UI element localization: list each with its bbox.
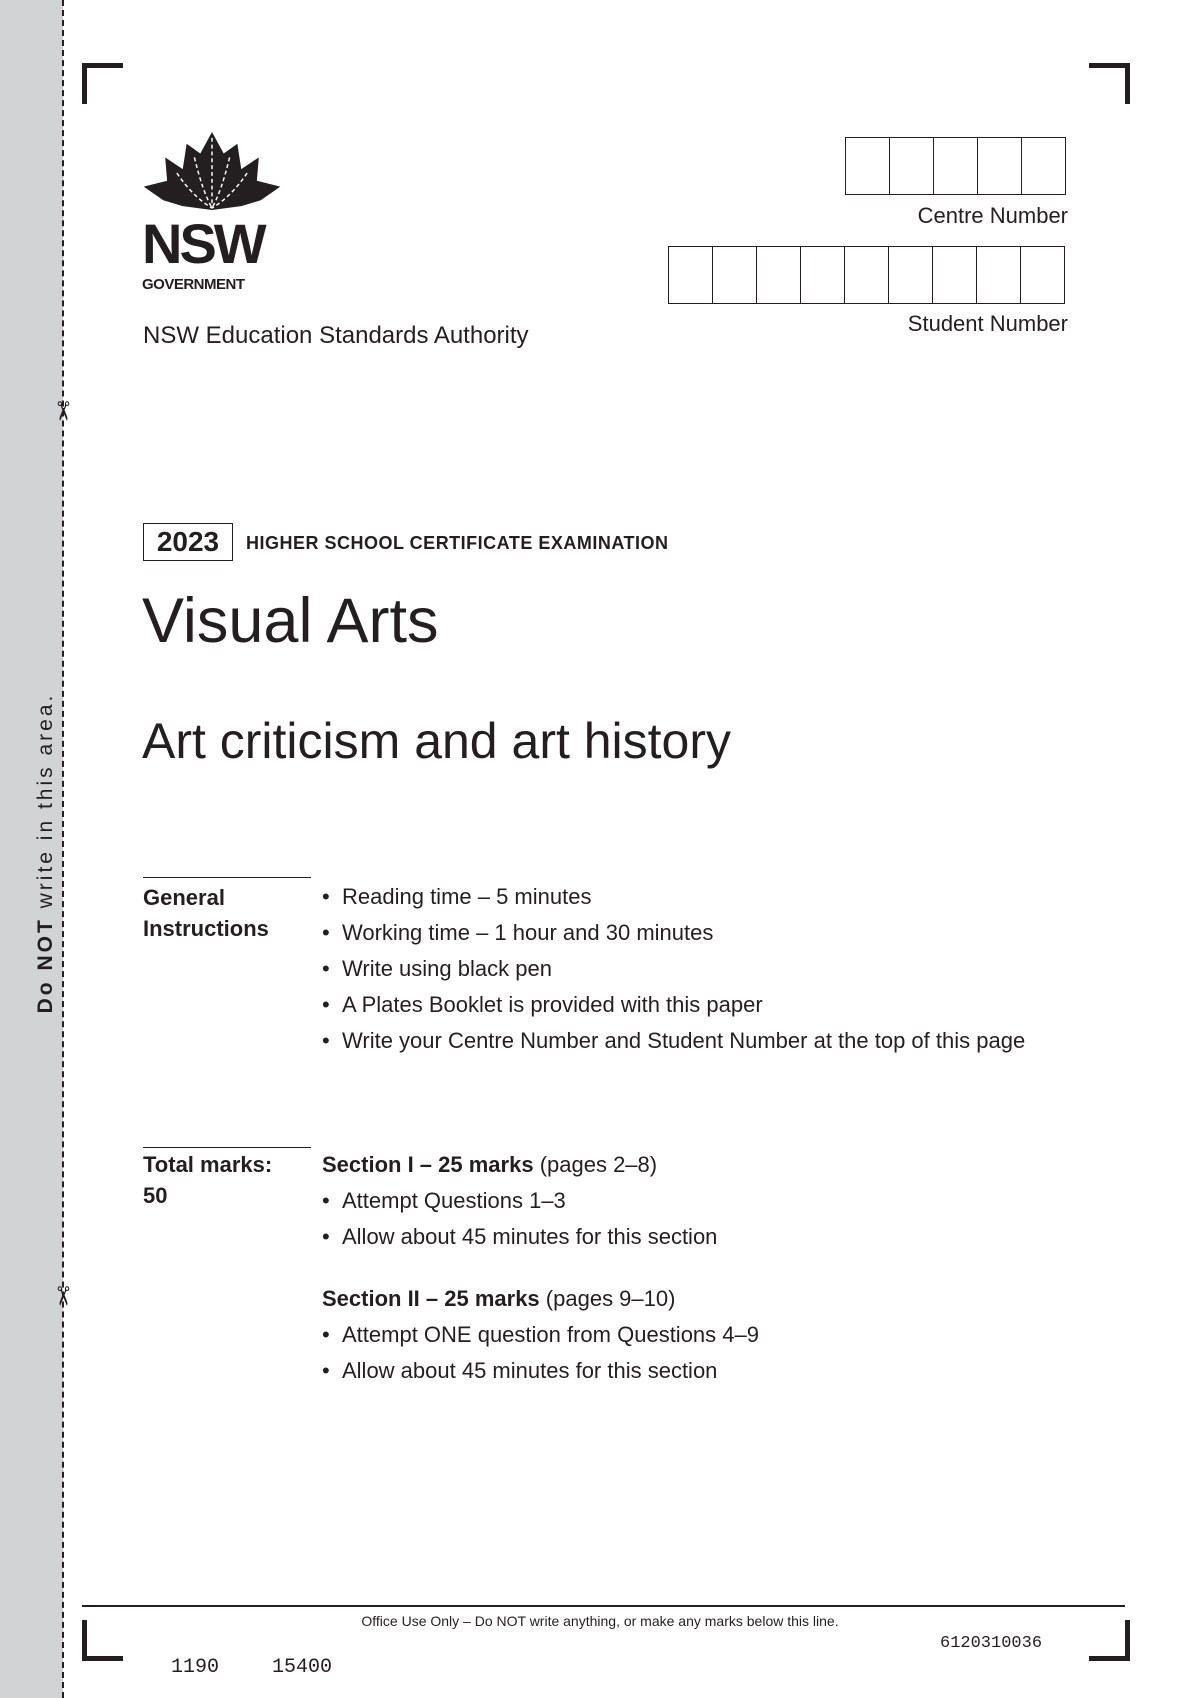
office-use-notice: Office Use Only – Do NOT write anything, or make any marks below this line. (361, 1613, 839, 1629)
scissors-icon: ✂ (47, 400, 78, 422)
barcode-number: 6120310036 (940, 1634, 1043, 1653)
logo-word: NSW (142, 212, 264, 275)
scissors-icon: ✂ (47, 1285, 78, 1307)
total-marks-heading: Total marks: 50 (143, 1152, 273, 1208)
crop-mark (82, 63, 123, 104)
exam-subtitle: Art criticism and art history (142, 713, 732, 769)
paper-code: 15400 (272, 1656, 333, 1679)
office-use-line (82, 1605, 1125, 1607)
list-item: • Reading time – 5 minutes (322, 882, 1042, 912)
logo-sub: GOVERNMENT (142, 276, 245, 293)
exam-year: 2023 (143, 523, 233, 561)
section-title: Section I – 25 marks (322, 1152, 534, 1177)
divider (143, 877, 311, 878)
cut-line (62, 0, 64, 1698)
warning-bold: Do NOT (34, 917, 57, 1014)
section-title: Section II – 25 marks (322, 1286, 540, 1311)
student-number-input[interactable] (668, 246, 1065, 304)
margin-warning (34, 693, 58, 1014)
warning-rest: write in this area. (34, 692, 57, 918)
section-pages: (pages 9–10) (545, 1286, 676, 1311)
list-item: • Attempt Questions 1–3 (322, 1186, 1042, 1216)
nsw-government-logo (142, 132, 282, 294)
list-item: • Attempt ONE question from Questions 4–9 (322, 1320, 1042, 1350)
section-1 (322, 1149, 1042, 1258)
section-2 (322, 1283, 1042, 1392)
crop-mark (82, 1620, 123, 1661)
centre-number-input[interactable] (845, 137, 1066, 195)
crop-mark (1089, 1620, 1130, 1661)
list-item: • Write using black pen (322, 954, 1042, 984)
crop-mark (1089, 63, 1130, 104)
list-item: • A Plates Booklet is provided with this paper (322, 990, 1042, 1020)
list-item: • Allow about 45 minutes for this section (322, 1222, 1042, 1252)
waratah-icon (142, 132, 282, 212)
list-item: • Working time – 1 hour and 30 minutes (322, 918, 1042, 948)
list-item: • Write your Centre Number and Student Number at the top of this page (322, 1026, 1032, 1056)
authority-name: NSW Education Standards Authority (143, 322, 529, 349)
general-instructions-list (322, 882, 1042, 1062)
student-number-label: Student Number (907, 311, 1068, 336)
exam-title: Visual Arts (142, 586, 439, 656)
divider (143, 1147, 311, 1148)
list-item: • Allow about 45 minutes for this section (322, 1356, 1042, 1386)
section-pages: (pages 2–8) (539, 1152, 658, 1177)
paper-code: 1190 (171, 1656, 220, 1679)
general-instructions-heading: General Instructions (143, 885, 269, 941)
exam-name: HIGHER SCHOOL CERTIFICATE EXAMINATION (246, 533, 669, 553)
centre-number-label: Centre Number (917, 203, 1068, 228)
